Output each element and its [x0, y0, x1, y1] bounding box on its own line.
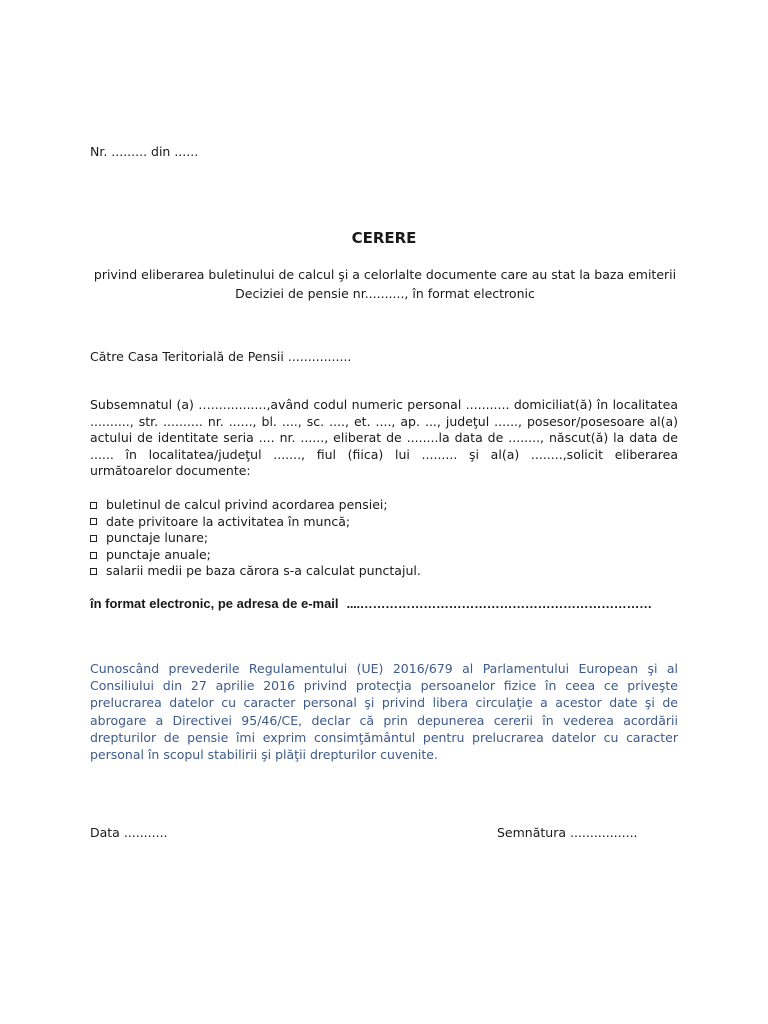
- list-item: punctaje lunare;: [90, 530, 421, 547]
- requested-documents-list: [90, 497, 421, 580]
- list-item: salarii medii pe baza cărora s-a calculat punctajul.: [90, 563, 421, 580]
- square-bullet-icon: [90, 535, 97, 542]
- date-field: Data ...........: [90, 825, 168, 840]
- list-item: buletinul de calcul privind acordarea pensiei;: [90, 497, 421, 514]
- addressee-line: Către Casa Teritorială de Pensii ................: [90, 349, 352, 364]
- email-field: ....……………………………………………………………: [346, 596, 652, 611]
- list-item: date privitoare la activitatea în muncă;: [90, 514, 421, 531]
- gdpr-consent-paragraph: Cunoscând prevederile Regulamentului (UE) 2016/679 al Parlamentului European şi al Consiliului din 27 aprilie 2016 privind protecţia persoanelor fizice în ceea ce priveşte prelucrarea datelor cu caracter personal şi privind libera circulaţie a acestor date şi de abrogare a Directivei 95/46/CE, declar că prin depunerea cererii în vederea acordării drepturilor de pensie îmi exprim consimţământul pentru prelucrarea datelor cu caracter personal în scopul stabilirii şi plăţii drepturilor cuvenite.: [90, 661, 678, 763]
- square-bullet-icon: [90, 502, 97, 509]
- registration-number-line: Nr. ......... din ......: [90, 144, 199, 159]
- applicant-paragraph: Subsemnatul (a) …..............,având codul numeric personal ........... domiciliat(ă) în localitatea .........., str. .......... nr. ......, bl. ...., sc. ...., et. ...., ap. ..., judeţul ......, posesor/posesoare al(a) actului de identitate seria .... nr. ......, eliberat de ........la data de ........, născut(ă) la data de ...... în localitatea/judeţul ......., fiul (fiica) lui ......... şi al(a) ........,solicit eliberarea următoarelor documente:: [90, 397, 678, 479]
- document-title: CERERE: [351, 229, 417, 247]
- list-item: punctaje anuale;: [90, 547, 421, 564]
- subtitle-line-2: Deciziei de pensie nr.........., în format electronic: [235, 286, 535, 301]
- square-bullet-icon: [90, 552, 97, 559]
- document-subtitle: [85, 265, 685, 303]
- email-request-line: [90, 596, 652, 611]
- square-bullet-icon: [90, 568, 97, 575]
- signature-field: Semnătura .................: [497, 825, 638, 840]
- subtitle-line-1: privind eliberarea buletinului de calcul şi a celorlalte documente care au stat la baza emiterii: [93, 267, 677, 282]
- square-bullet-icon: [90, 518, 97, 525]
- email-label: în format electronic, pe adresa de e-mail: [90, 596, 339, 611]
